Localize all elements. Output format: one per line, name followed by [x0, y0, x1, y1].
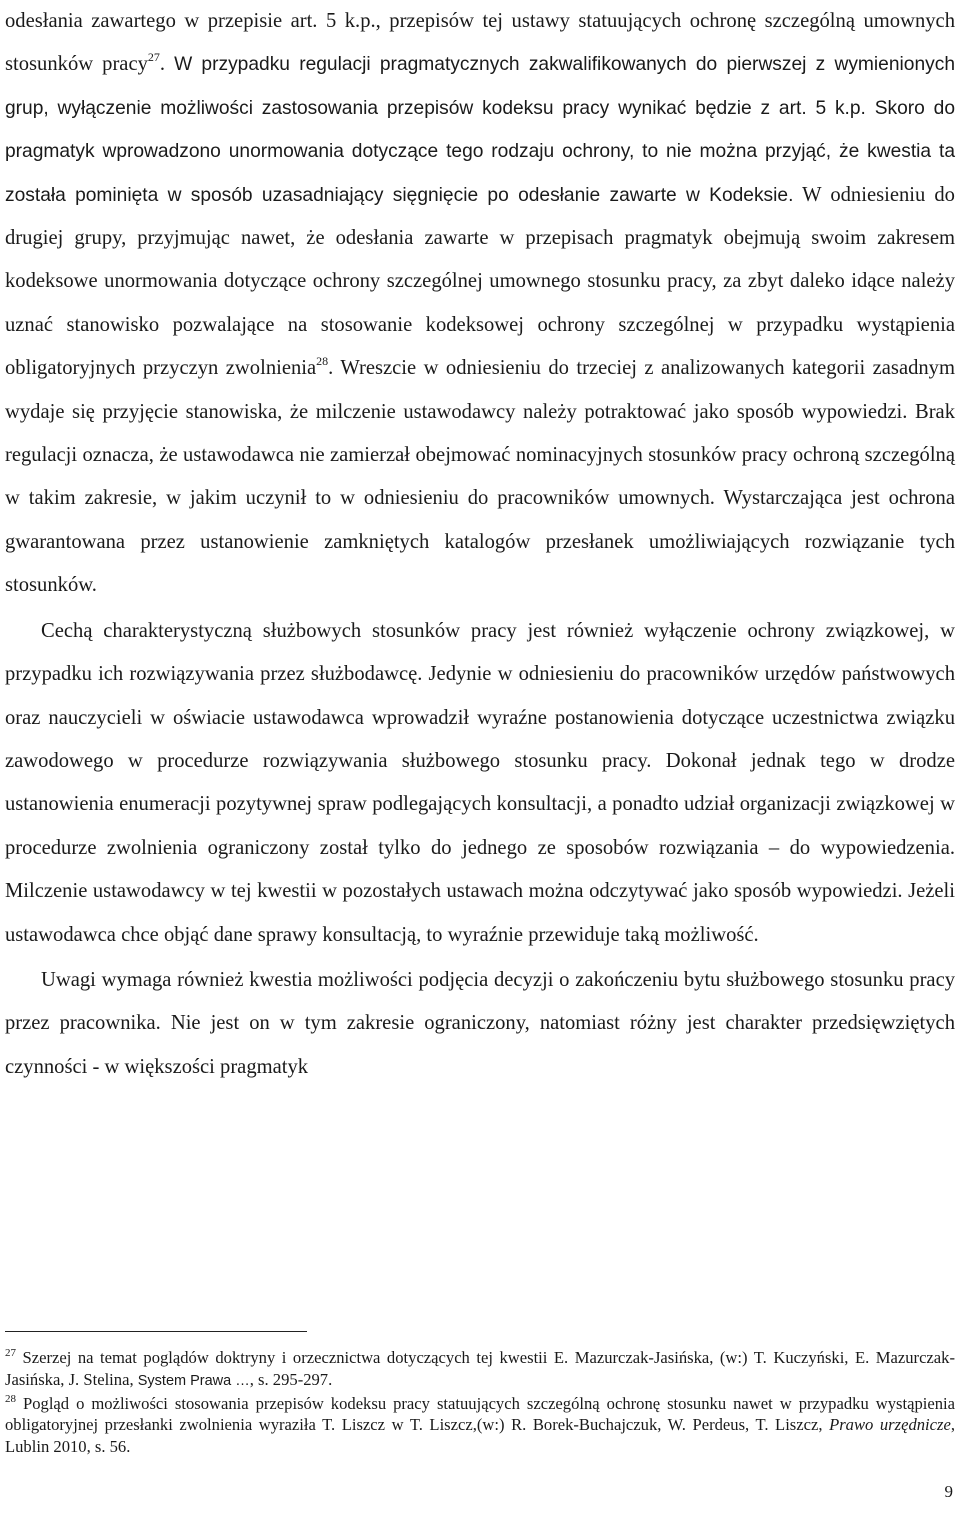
footnote-book-title: Prawo urzędnicze [829, 1415, 951, 1435]
footnote-text: Szerzej na temat poglądów doktryny i orzecznictwa dotyczących tej kwestii E. Mazurczak-Jasińska, (w:) T. Kuczyński, E. Mazurczak-Jasińska, J. Stelina, [5, 1348, 955, 1389]
footnote-27 [5, 1347, 955, 1393]
footnotes [5, 1347, 955, 1458]
footnote-ref-27[interactable]: 27 [147, 50, 160, 65]
paragraph-2-text: Cechą charakterystyczną służbowych stosunków pracy jest również wyłączenie ochrony związkowej, w przypadku ich rozwiązywania przez służbodawcę. Jedynie w odniesieniu do pracowników urzędów państwowych oraz nauczycieli w oświacie ustawodawca wprowadził wyraźne postanowienia dotyczące uczestnictwa związku zawodowego w procedurze rozwiązywania służbowego stosunku pracy. Dokonał jednak tego w drodze ustanowienia enumeracji pozytywnej spraw podlegających konsultacji, a ponadto udział organizacji związkowej w procedurze zwolnienia ograniczony został tylko do jednego ze sposobów rozwiązania – do wypowiedzenia. Milczenie ustawodawcy w tej kwestii w pozostałych ustawach można odczytywać jako sposób wypowiedzi. Jeżeli ustawodawca chce objąć dane sprawy konsultacją, to wyraźnie przewiduje taką możliwość. [5, 619, 955, 946]
footnote-separator [5, 1331, 307, 1332]
paragraph-1-text: odesłania zawartego w przepisie art. 5 k.p., przepisów tej ustawy statuujących ochronę szczególną umownych stosunków pracy [5, 10, 955, 76]
document-body [5, 0, 955, 1089]
paragraph-1-text: . [159, 53, 175, 76]
footnote-ref-28[interactable]: 28 [316, 354, 329, 369]
footnote-number: 28 [5, 1392, 16, 1405]
footnote-source-title: System Prawa … [137, 1372, 250, 1389]
paragraph-3 [5, 959, 955, 1089]
footnote-number: 27 [5, 1347, 16, 1359]
paragraph-2 [5, 610, 955, 957]
paragraph-1-text: W odniesieniu do drugiej grupy, przyjmując nawet, że odesłania zawarte w przepisach pragmatyk obejmują swoim zakresem kodeksowe unormowania dotyczące ochrony szczególnej umownego stosunku pracy, za zbyt daleko idące należy uznać stanowisko pozwalające na stosowanie kodeksowej ochrony szczególnej w przypadku wystąpienia obligatoryjnych przyczyn zwolnienia [5, 183, 955, 380]
paragraph-1-text: . Wreszcie w odniesieniu do trzeciej z analizowanych kategorii zasadnym wydaje się przyjęcie stanowiska, że milczenie ustawodawcy należy potraktować jako sposób wypowiedzi. Brak regulacji oznacza, że ustawodawca nie zamierzał obejmować nominacyjnych stosunków pracy ochroną szczególną w takim zakresie, w jakim uczynił to w odniesieniu do pracowników umownych. Wystarczająca jest ochrona gwarantowana przez ustanowienie zamkniętych katalogów przesłanek umożliwiających rozwiązanie tych stosunków. [5, 357, 955, 597]
footnote-28 [5, 1393, 955, 1458]
footnote-text: , Lublin 2010, s. 56. [5, 1415, 955, 1457]
paragraph-1-sans-text: W przypadku regulacji pragmatycznych zakwalifikowanych do pierwszej z wymienionych grup, wyłączenie możliwości zastosowania przepisów kodeksu pracy wynikać będzie z art. 5 k.p. Skoro do pragmatyk wprowadzono unormowania dotyczące tego rodzaju ochrony, to nie można przyjąć, że kwestia ta została pominięta w sposób uzasadniający sięgnięcie po odesłanie zawarte w Kodeksie. [5, 54, 955, 206]
footnote-text: Pogląd o możliwości stosowania przepisów kodeksu pracy statuujących szczególną ochronę stosunku nawet w przypadku wystąpienia obligatoryjnej przesłanki zwolnienia wyraziła T. Liszcz w T. Liszcz,(w:) R. Borek-Buchajczuk, W. Perdeus, T. Liszcz, [5, 1393, 955, 1435]
paragraph-3-text: Uwagi wymaga również kwestia możliwości podjęcia decyzji o zakończeniu bytu służbowego stosunku pracy przez pracownika. Nie jest on w tym zakresie ograniczony, natomiast różny jest charakter przedsięwziętych czynności - w większości pragmatyk [5, 968, 955, 1078]
paragraph-1 [5, 0, 955, 608]
page-number: 9 [944, 1482, 953, 1501]
footnote-text: , s. 295-297. [249, 1369, 333, 1389]
